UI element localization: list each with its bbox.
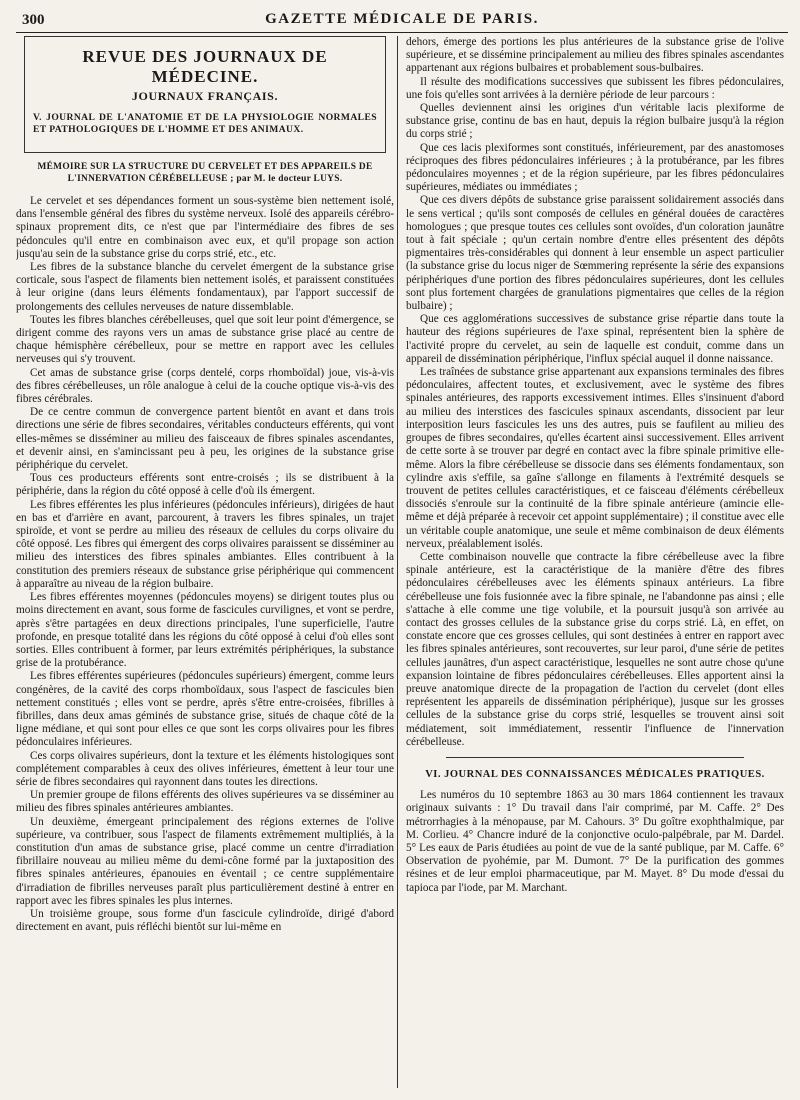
- section-title: REVUE DES JOURNAUX DE MÉDECINE.: [82, 47, 328, 86]
- section-vi-title: VI. JOURNAL DES CONNAISSANCES MÉDICALES PRATIQUES.: [425, 768, 765, 780]
- paragraph: Les traînées de substance grise appartenant aux expansions terminales des fibres pédonculaires, affectent toutes, et exclusivement, avec le système des fibres spinales antérieures, des rapports excessivement intimes. Elles s'insinuent d'abord au milieu des interstices des fascicules spinaux ascendants, dissocient par leur interposition leurs fascicules les uns des autres, puis se faufilent au milieu des groupes de fibres secondaires, qu'elles écartent ainsi successivement. Elles arrivent de cette sorte à se trouver par degré en contact avec la fibre spinale primitive elle-même. Alors la fibre cérébelleuse se dissocie dans ses éléments fondamentaux, son cylindre axis s'effile, sa gaîne s'allonge en filaments à l'extrémité desquels se trouvent de petites cellules caractéristiques, et ce faisceau d'éléments cérébelleux dissociés s'enroule sur la continuité de la fibre spinale antérieure (amincie elle-même et déjà préparée à recevoir cet appoint supplémentaire) ; il constitue avec elle un véritable couple anatomique, une seule et même combinaison de deux éléments nerveux, préalablement isolés.: [406, 366, 784, 550]
- paragraph: Il résulte des modifications successives que subissent les fibres pédonculaires, une fois qu'elles sont arrivées à la dernière période de leur parcours :: [406, 75, 784, 101]
- article-heading: V. JOURNAL DE L'ANATOMIE ET DE LA PHYSIOLOGIE NORMALES ET PATHOLOGIQUES DE L'HOMME ET DES ANIMAUX.: [33, 112, 377, 135]
- paragraph: dehors, émerge des portions les plus antérieures de la substance grise de l'olive supérieure, et se dissémine principalement au milieu des fibres spinales ascendantes appartenant aux régions bulbaires et probablement sous-bulbaires.: [406, 36, 784, 75]
- section-title-box: [24, 36, 386, 153]
- journal-title: GAZETTE MÉDICALE DE PARIS.: [265, 11, 539, 27]
- paragraph: Les numéros du 10 septembre 1863 au 30 mars 1864 contiennent les travaux originaux suivants : 1° Du travail dans l'air comprimé, par M. Caffe. 2° Des métrorrhagies à la ménopause, par M. Cahours. 3° Du goître exophthalmique, par M. Corlieu. 4° Chancre induré de la conjonctive oculo-palpébrale, par M. Dardel. 5° Les eaux de Paris étudiées au point de vue de la santé publique, par M. Caffe. 6° Observation de pyohémie, par M. Dumont. 7° De la purification des gommes résines et de leur emploi pharmaceutique, par M. Mayet. 8° Du mode d'essai du tapioca par l'iode, par M. Marchant.: [406, 789, 784, 894]
- paragraph: Cette combinaison nouvelle que contracte la fibre cérébelleuse avec la fibre spinale antérieure, est la caractéristique de la manière d'être des fibres pédonculaires cérébelleuses avec les éléments spinaux antérieurs. La fibre cérébelleuse une fois fusionnée avec la fibre spinale, ne l'abandonne pas ainsi ; elle s'attache à elle comme une tige volubile, et la poursuit jusqu'à son arrivée au contact des grosses cellules de la substance grise du corps strié. Là, en effet, on constate encore que ces grosses cellules, qui sont destinées à entrer en rapport avec les fibres spinales antérieures, sont recouvertes, sur leur paroi, d'une série de petites cellules jaunâtres, d'un aspect caractéristique, lesquelles ne sont autre chose qu'une expansion lointaine de fibres pédonculaires cérébelleuses. Elles apportent ainsi la preuve anatomique directe de la propagation de l'action du cervelet (dont elles représentent les appareils de dissémination périphérique), jusque sur les grosses cellules de la substance grise du corps strié, lesquelles se trouvent ainsi soit médiatement, soit immédiatement, ressentir l'influence de l'innervation cérébelleuse.: [406, 550, 784, 748]
- memoir-heading: MÉMOIRE SUR LA STRUCTURE DU CERVELET ET DES APPAREILS DE L'INNERVATION CÉRÉBELLEUSE ; par M. le docteur LUYS.: [37, 162, 373, 184]
- paragraph: Que ces divers dépôts de substance grise paraissent solidairement associés dans le sens vertical ; qu'ils sont composés de cellules en général douées de caractères homologues ; que presque toutes ces cellules sont ovoïdes, d'un coloration jaunâtre tout à fait spéciale ; qu'un certain nombre d'entre elles présentent des dépôts pigmentaires très-considérables qui donnent à leur ensemble un aspect particulier (la substance grise du locus niger de Sœmmering représente la série des expansions périphériques d'une portion des fibres pédonculaires supérieures, dont les cellules sont plus fortement chargées de granulations pigmentaires que celles de la région bulbaire) ;: [406, 194, 784, 313]
- paragraph: Quelles deviennent ainsi les origines d'un véritable lacis plexiforme de substance grise, continu de bas en haut, depuis la région bulbaire jusqu'à la région du corps strié ;: [406, 102, 784, 141]
- paragraph: Un premier groupe de filons efférents des olives supérieures va se disséminer au milieu des fibres spinales antérieures ambiantes.: [16, 789, 394, 815]
- paragraph: Cet amas de substance grise (corps dentelé, corps rhomboïdal) joue, vis-à-vis des fibres cérébelleuses, un rôle analogue à celui de la couche optique vis-à-vis des fibres cérébrales.: [16, 366, 394, 406]
- paragraph: Toutes les fibres blanches cérébelleuses, quel que soit leur point d'émergence, se dirigent comme des rayons vers un amas de substance grise placé au centre de chaque hémisphère cérébelleux, pour se mettre en rapport avec les cellules nerveuses qui s'y trouvent.: [16, 313, 394, 366]
- page-header: [16, 6, 788, 33]
- left-column: [16, 36, 394, 1088]
- paragraph: Les fibres de la substance blanche du cervelet émergent de la substance grise corticale, sous l'aspect de filaments bien nettement isolés, et paraissent constituées à leur origine (dans leurs éléments fondamentaux), par l'apport successif de prolongements des cellules nerveuses de nature dissemblable.: [16, 261, 394, 313]
- paragraph: Les fibres efférentes moyennes (pédoncules moyens) se dirigent toutes plus ou moins directement en avant, sous forme de fascicules curvilignes, et vont se perdre, après s'être partagées en deux directions principales, l'une superficielle, l'autre profonde, en presque totalité dans les régions du côté opposé à celui d'où elles sont sorties. Elles contribuent à former, par leurs extrémités périphériques, la substance grise de la protubérance.: [16, 591, 394, 670]
- paragraph: Un deuxième, émergeant principalement des régions externes de l'olive supérieure, va contribuer, sous l'aspect de filaments extrêmement multipliés, à la constitution d'un amas de substance grise, placé comme un centre d'irradiation fibrillaire nouveau au milieu même du demi-cône formé par la juxtaposition des fibres spinales antérieures, épanouies en éventail ; ce centre supplémentaire d'irradiation de fibrilles nerveuses paraît plus particulièrement destiné à entrer en rapport avec les fibres spinales les plus internes.: [16, 815, 394, 907]
- paragraph: Tous ces producteurs efférents sont entre-croisés ; ils se distribuent à la périphérie, dans la région du côté opposé à celle d'où ils émergent.: [16, 472, 394, 498]
- right-column: [406, 36, 784, 1088]
- section-rule: [446, 757, 744, 758]
- paragraph: Ces corps olivaires supérieurs, dont la texture et les éléments histologiques sont complétement comparables à ceux des olives inférieures, émettent à leur tour une série de fibres secondaires qui rayonnent dans toutes les directions.: [16, 749, 394, 788]
- paragraph: Le cervelet et ses dépendances forment un sous-système bien nettement isolé, dans l'ensemble général des fibres du système nerveux. Isolé des appareils cérébro-spinaux proprement dits, ce n'est que par l'intermédiaire des fibres de ses pédoncules qu'il entre en combinaison avec eux, et qu'il propage son action jusqu'au sein de la substance grise du corps strié, etc., etc.: [16, 195, 394, 260]
- paragraph: Un troisième groupe, sous forme d'un fascicule cylindroïde, dirigé d'abord directement en avant, puis réfléchi bientôt sur lui-même en: [16, 907, 394, 934]
- two-columns: [16, 36, 788, 1088]
- paragraph: Que ces agglomérations successives de substance grise répartie dans toute la hauteur des régions supérieures de l'axe spinal, représentent bien la sphère de l'activité propre du cervelet, au sein de laquelle est conduit, comme dans un appareil de dissémination périphérique, l'influx spécial auquel il donne naissance.: [406, 313, 784, 365]
- paragraph: De ce centre commun de convergence partent bientôt en avant et dans trois directions une série de fibres secondaires, véritables conducteurs efférents, qui vont elles-mêmes se disséminer au milieu des faisceaux de fibres spinales ascendantes, et devenir ainsi, en s'amincissant peu à peu, les origines de la substance grise périphérique du cervelet.: [16, 406, 394, 472]
- subsection-title: JOURNAUX FRANÇAIS.: [131, 89, 279, 103]
- page-number: 300: [22, 12, 45, 28]
- paragraph: Les fibres efférentes les plus inférieures (pédoncules inférieurs), dirigées de haut en bas et d'arrière en avant, parcourent, à travers les fibres spinales, un trajet spiroïde, et vont se perdre au milieu des réseaux de cellules du corps olivaire du côté opposé. Les fibres qui émergent des corps olivaires paraissent se disséminer au milieu des interstices des fibres spinales ambiantes. Elles contribuent à la constitution des premiers réseaux de substance grise périphérique qui commencent à apparaître au niveau de la région bulbaire.: [16, 498, 394, 590]
- paragraph: Les fibres efférentes supérieures (pédoncules supérieurs) émergent, comme leurs congénères, de la cavité des corps rhomboïdaux, sous l'aspect de fascicules bien nettement constitués ; elles vont se perdre, après s'être entre-croisées, fibrilles à fibrilles, dans deux amas géminés de substance grise, situés de chaque côté de la ligne médiane, et qui sont pour elles ce que sont les corps olivaires pour les fibres pédonculaires inférieures.: [16, 670, 394, 749]
- paragraph: Que ces lacis plexiformes sont constitués, inférieurement, par des anastomoses réciproques des fibres pédonculaires inférieures ; à la protubérance, par les fibres pédonculaires moyennes ; et de la région supérieure, par les fibres pédonculaires supérieures, médiates ou immédiates ;: [406, 141, 784, 194]
